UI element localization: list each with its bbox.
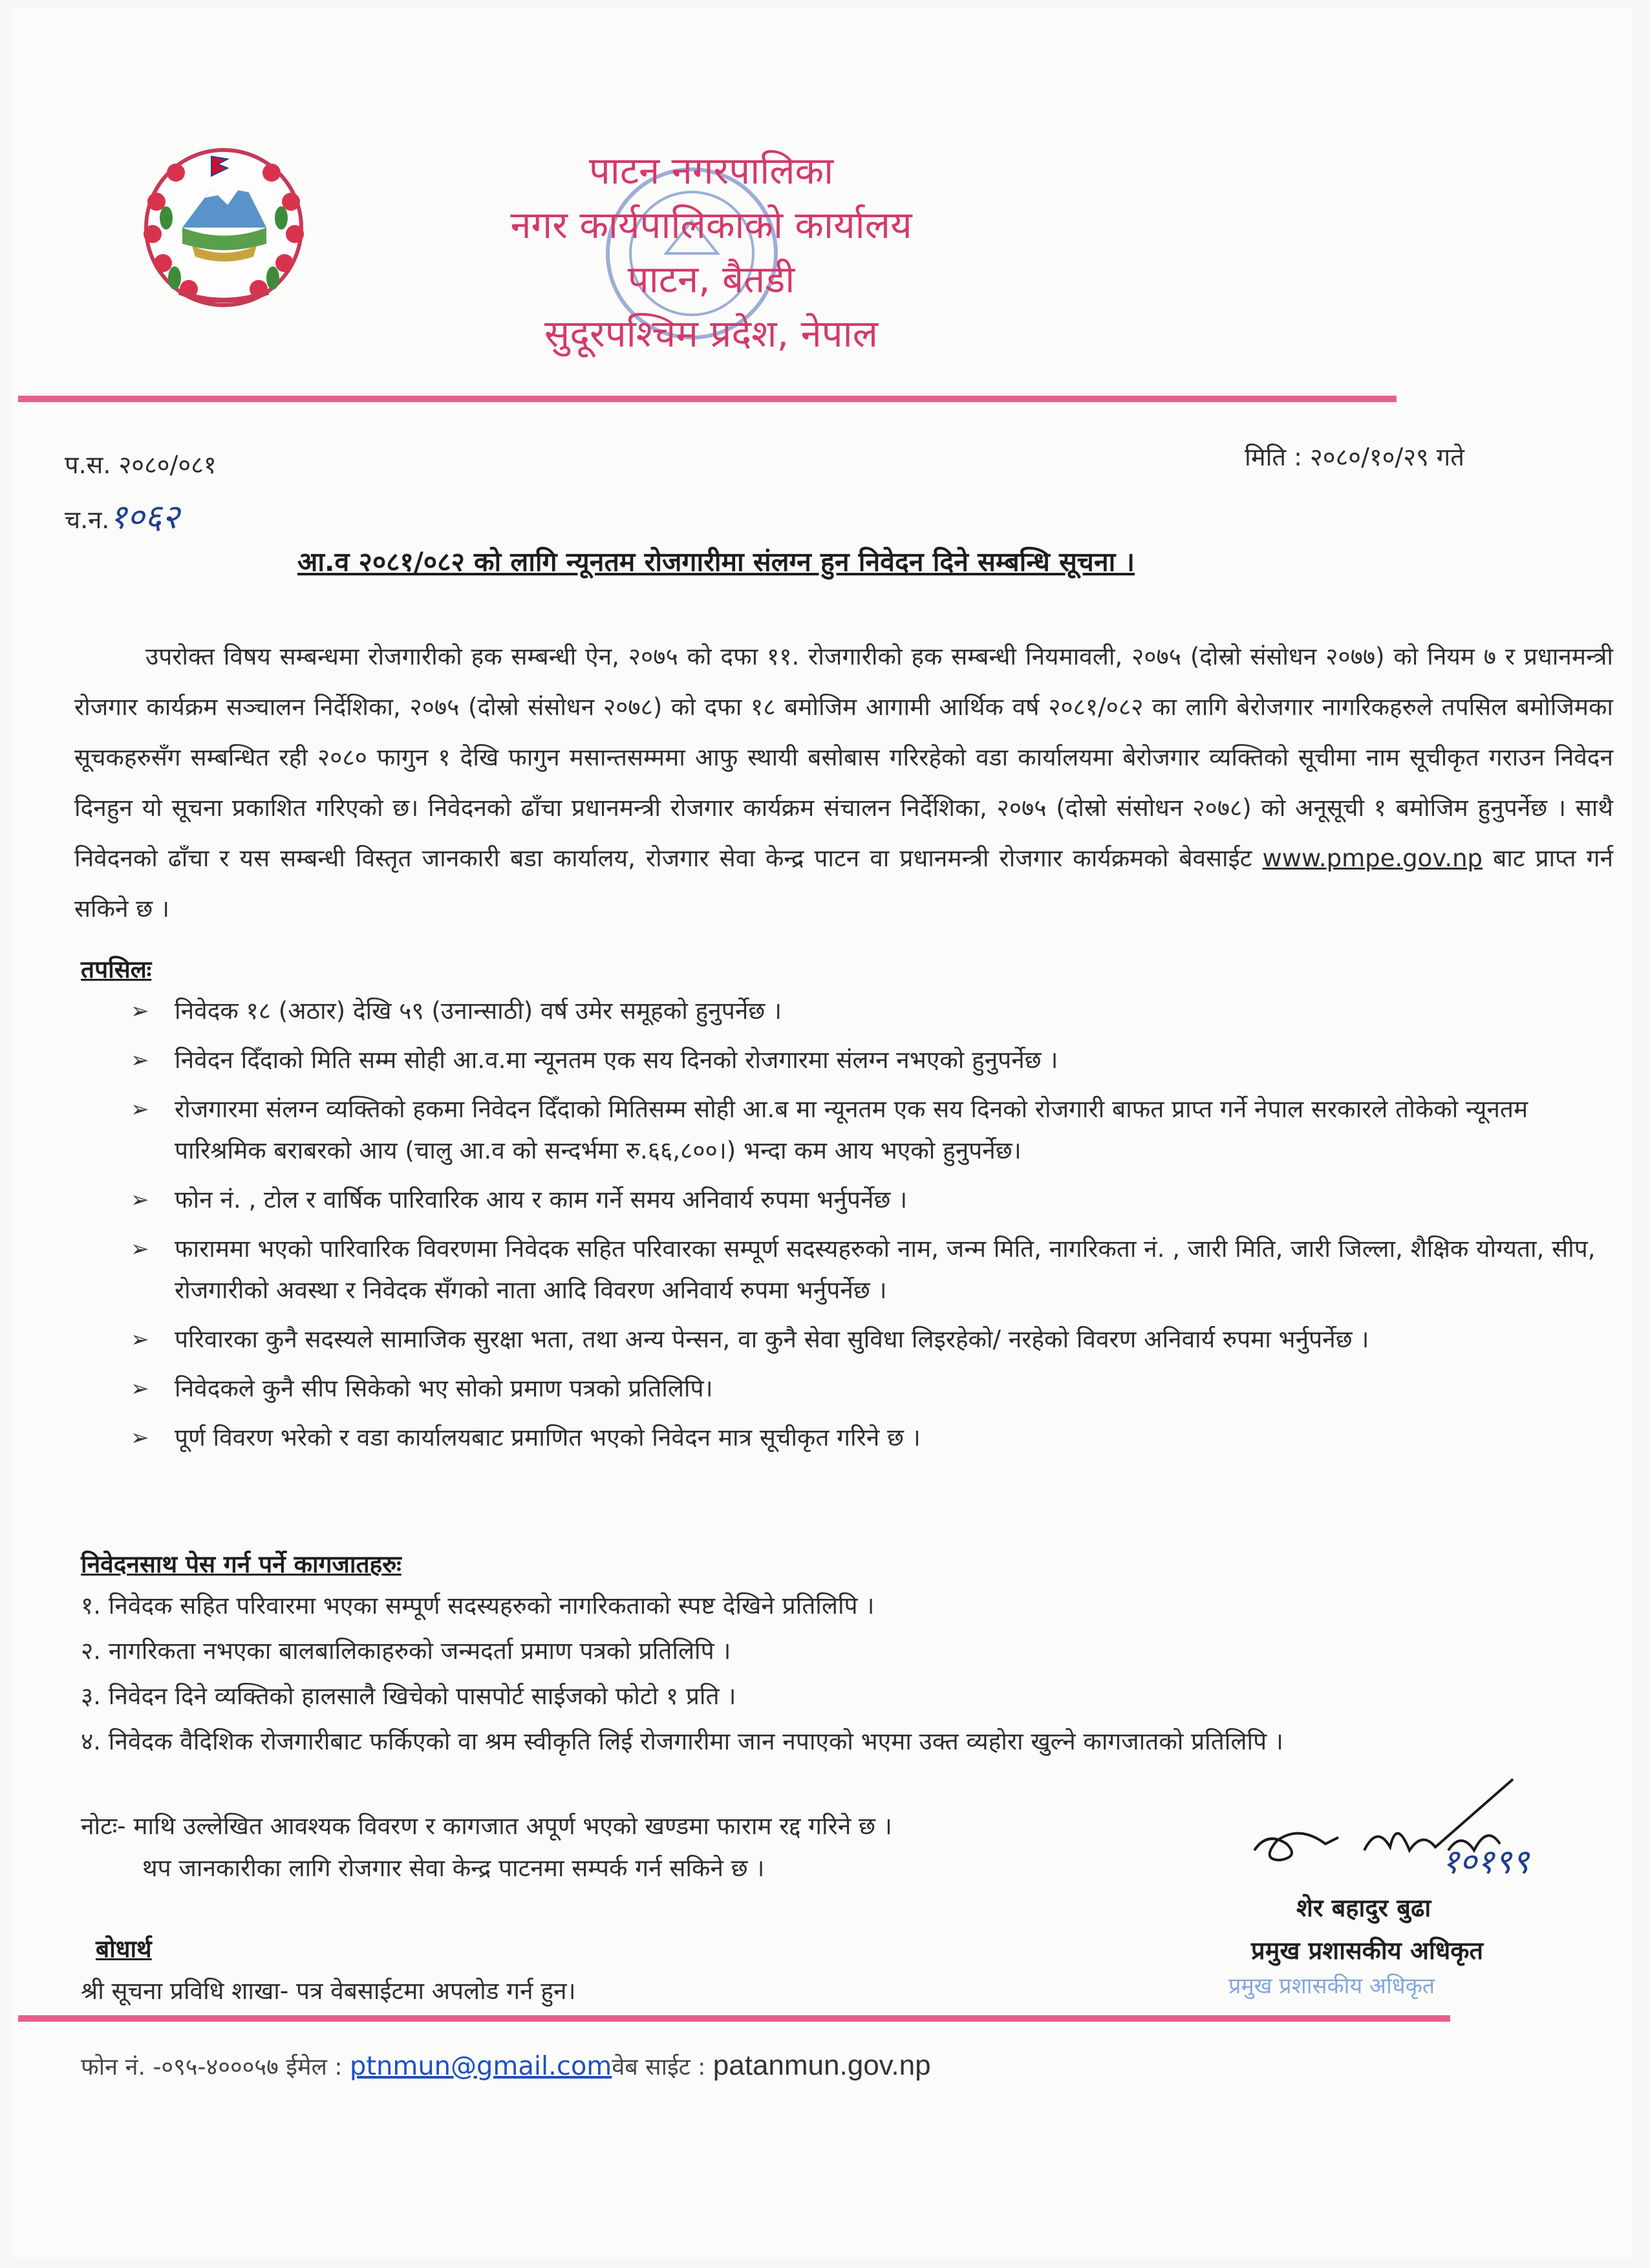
letter-date: मिति : २०८०/१०/२९ गते bbox=[1245, 443, 1464, 471]
nepal-emblem-icon bbox=[131, 131, 317, 315]
list-item: ➢ निवेदक १८ (अठार) देखि ५९ (उनान्साठी) वर्ष उमेर समूहको हुनुपर्नेछ । bbox=[123, 990, 1610, 1032]
main-paragraph bbox=[74, 632, 1613, 934]
arrow-bullet-icon: ➢ bbox=[131, 1376, 149, 1402]
paragraph-text: उपरोक्त विषय सम्बन्धमा रोजगारीको हक सम्बन्धी ऐन, २०७५ को दफा ११. रोजगारीको हक सम्बन्धी नियमावली, २०७५ (दोस्रो संसोधन २०७७) को नियम ७ र प्रधानमन्त्री रोजगार कार्यक्रम सञ्चालन निर्देशिका, २०७५ (दोस्रो संसोधन २०७८) को दफा १८ बमोजिम आगामी आर्थिक वर्ष २०८१/०८२ का लागि बेरोजगार नागरिकहरुले तपसिल बमोजिमका सूचकहरुसँग सम्बन्धित रही २०८० फागुन १ देखि फागुन मसान्तसम्ममा आफु स्थायी बसोबास गरिरहेको वडा कार्यालयमा बेरोजगार व्यक्तिको सूचीमा नाम सूचीकृत गराउन निवेदन दिनहुन यो सूचना प्रकाशित गरिएको छ। निवेदनको ढाँचा प्रधानमन्त्री रोजगार कार्यक्रम संचालन निर्देशिका, २०७५ (दोस्रो संसोधन २०७८) को अनूसूची १ बमोजिम हुनुपर्नेछ । साथै निवेदनको ढाँचा र यस सम्बन्धी विस्तृत जानकारी बडा कार्यालय, रोजगार सेवा केन्द्र पाटन वा प्रधानमन्त्री रोजगार कार्यक्रमको बेवसाईट bbox=[74, 643, 1613, 872]
list-item: ➢ निवेदकले कुनै सीप सिकेको भए सोको प्रमाण पत्रको प्रतिलिपि। bbox=[123, 1368, 1610, 1409]
notice-title: आ.व २०८१/०८२ को लागि न्यूनतम रोजगारीमा संलग्न हुन निवेदन दिने सम्बन्धि सूचना । bbox=[297, 546, 1135, 577]
footer-contact bbox=[81, 2049, 931, 2082]
office-location: पाटन, बैतडी bbox=[627, 257, 795, 301]
footer-email-link[interactable]: ptnmun@gmail.com bbox=[349, 2051, 612, 2081]
bodhartha-heading: बोधार्थ bbox=[96, 1935, 152, 1963]
chalani-label: च.न. bbox=[65, 506, 110, 534]
signatory-name: शेर बहादुर बुढा bbox=[1296, 1894, 1431, 1922]
arrow-bullet-icon: ➢ bbox=[131, 1327, 149, 1353]
list-item: ➢ पूर्ण विवरण भरेको र वडा कार्यालयबाट प्रमाणित भएको निवेदन मात्र सूचीकृत गरिने छ । bbox=[123, 1417, 1610, 1459]
list-item: २. नागरिकता नभएका बालबालिकाहरुको जन्मदर्ता प्रमाण पत्रको प्रतिलिपि । bbox=[81, 1637, 731, 1665]
tapasil-list bbox=[123, 990, 1610, 1466]
municipality-name: पाटन नगरपालिका bbox=[588, 149, 834, 193]
notice-page bbox=[13, 8, 1633, 2258]
signature-date-handwritten: १०१९९ bbox=[1442, 1843, 1530, 1881]
list-item: ३. निवेदन दिने व्यक्तिको हालसालै खिचेको पासपोर्ट साईजको फोटो १ प्रति । bbox=[81, 1682, 736, 1710]
note-line: नोटः- माथि उल्लेखित आवश्यक विवरण र कागजात अपूर्ण भएको खण्डमा फाराम रद्द गरिने छ । bbox=[81, 1812, 892, 1840]
list-item: ➢ फाराममा भएको पारिवारिक विवरणमा निवेदक सहित परिवारका सम्पूर्ण सदस्यहरुको नाम, जन्म मिति, नागरिकता नं. , जारी मिति, जारी जिल्ला, शैक्षिक योग्यता, सीप, रोजगारीको अवस्था र निवेदक सँगको नाता आदि विवरण अनिवार्य रुपमा भर्नुपर्नेछ । bbox=[123, 1228, 1610, 1311]
list-item: ➢ परिवारका कुनै सदस्यले सामाजिक सुरक्षा भता, तथा अन्य पेन्सन, वा कुनै सेवा सुविधा लिइरहेको/ नरहेको विवरण अनिवार्य रुपमा भर्नुपर्नेछ । bbox=[123, 1319, 1610, 1360]
arrow-bullet-icon: ➢ bbox=[131, 1047, 149, 1073]
note-contact-line: थप जानकारीका लागि रोजगार सेवा केन्द्र पाटनमा सम्पर्क गर्न सकिने छ । bbox=[142, 1854, 765, 1882]
pmpe-website-link[interactable]: www.pmpe.gov.np bbox=[1262, 844, 1483, 872]
arrow-bullet-icon: ➢ bbox=[131, 998, 149, 1024]
paragraph-text-end: बाट प्राप्त गर्न सकिने छ । bbox=[74, 844, 1613, 923]
list-item: ➢ रोजगारमा संलग्न व्यक्तिको हकमा निवेदन दिँदाको मितिसम्म सोही आ.ब मा न्यूनतम एक सय दिनको रोजगारी बाफत प्राप्त गर्ने नेपाल सरकारले तोकेको न्यूनतम पारिश्रमिक बराबरको आय (चालु आ.व को सन्दर्भमा रु.६६,८००।) भन्दा कम आय भएको हुनुपर्नेछ। bbox=[123, 1089, 1610, 1171]
bodhartha-line: श्री सूचना प्रविधि शाखा- पत्र वेबसाईटमा अपलोड गर्न हुन। bbox=[81, 1977, 576, 2005]
arrow-bullet-icon: ➢ bbox=[131, 1187, 149, 1213]
chalani-number bbox=[65, 493, 180, 539]
footer-phone: फोन नं. -०९५-४०००५७ ईमेल : bbox=[81, 2054, 343, 2081]
list-item: ➢ फोन नं. , टोल र वार्षिक पारिवारिक आय र काम गर्ने समय अनिवार्य रुपमा भर्नुपर्नेछ । bbox=[123, 1179, 1610, 1221]
list-item: ४. निवेदक वैदिशिक रोजगारीबाट फर्किएको वा श्रम स्वीकृति लिई रोजगारीमा जान नपाएको भएमा उक्त व्यहोरा खुल्ने कागजातको प्रतिलिपि । bbox=[81, 1728, 1283, 1755]
footer-web-label: वेब साईट : bbox=[612, 2054, 706, 2081]
tapasil-heading: तपसिलः bbox=[81, 956, 152, 983]
office-name: नगर कार्यपालिकाको कार्यालय bbox=[510, 203, 912, 247]
province-country: सुदूरपश्चिम प्रदेश, नेपाल bbox=[544, 312, 878, 356]
footer-website-link[interactable]: patanmun.gov.np bbox=[712, 2049, 931, 2081]
office-header bbox=[427, 144, 996, 361]
handwritten-signature bbox=[1241, 1753, 1591, 1883]
documents-list bbox=[81, 1585, 1555, 1766]
patra-sankhya: प.स. २०८०/०८१ bbox=[65, 451, 217, 479]
arrow-bullet-icon: ➢ bbox=[131, 1236, 149, 1262]
signatory-stamp: प्रमुख प्रशासकीय अधिकृत bbox=[1228, 1973, 1435, 1999]
list-item: १. निवेदक सहित परिवारमा भएका सम्पूर्ण सदस्यहरुको नागरिकताको स्पष्ट देखिने प्रतिलिपि । bbox=[81, 1592, 875, 1620]
header-divider bbox=[18, 396, 1397, 402]
chalani-handwritten: १०६२ bbox=[109, 498, 180, 537]
documents-heading: निवेदनसाथ पेस गर्न पर्ने कागजातहरुः bbox=[81, 1550, 402, 1578]
signatory-role: प्रमुख प्रशासकीय अधिकृत bbox=[1251, 1936, 1484, 1965]
list-item: ➢ निवेदन दिँदाको मिति सम्म सोही आ.व.मा न्यूनतम एक सय दिनको रोजगारमा संलग्न नभएको हुनुपर्नेछ । bbox=[123, 1040, 1610, 1081]
arrow-bullet-icon: ➢ bbox=[131, 1425, 149, 1451]
arrow-bullet-icon: ➢ bbox=[131, 1097, 149, 1122]
footer-divider bbox=[18, 2015, 1450, 2022]
